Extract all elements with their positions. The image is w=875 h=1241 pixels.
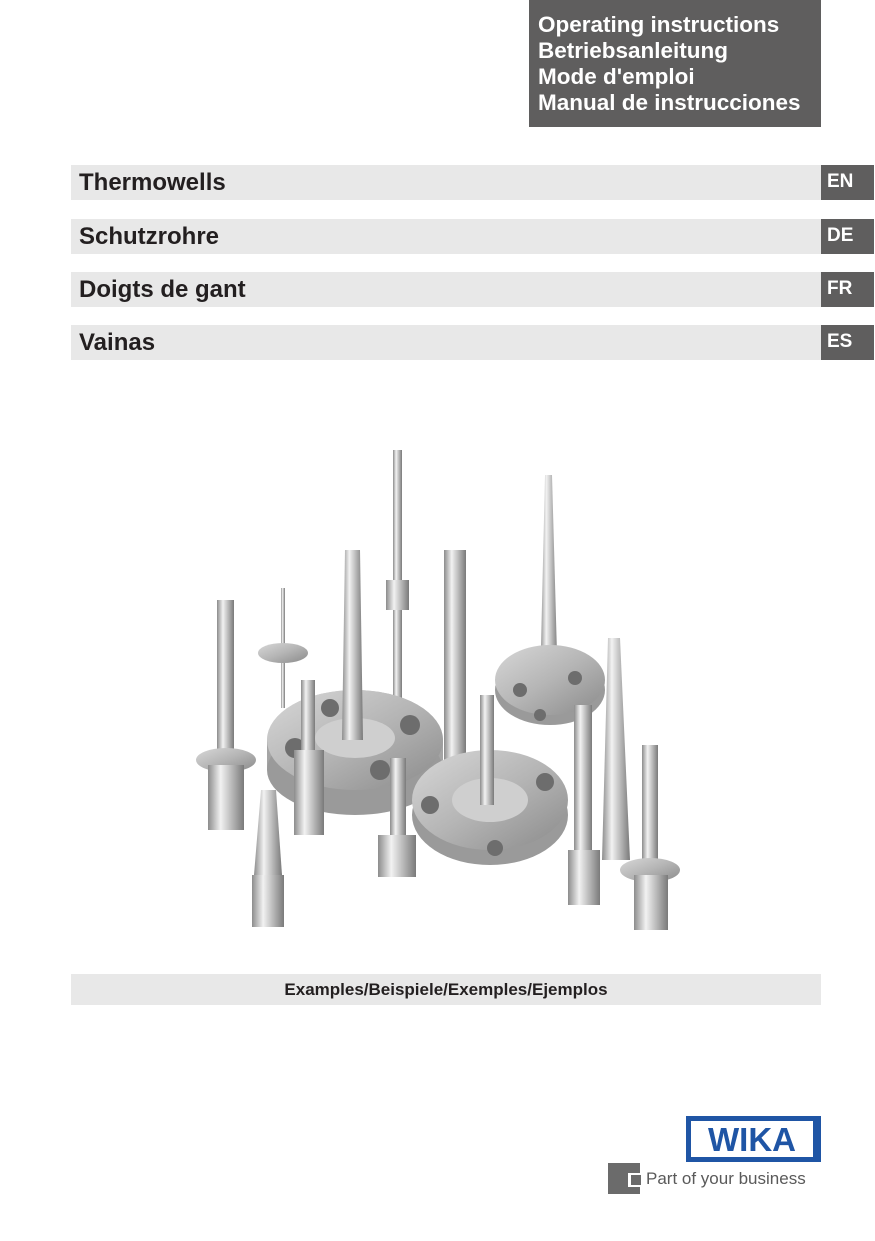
photo-caption-bar — [71, 974, 821, 1005]
thermowells-product-photo — [190, 440, 710, 940]
lang-code-en: EN — [827, 171, 854, 192]
lang-code-es: ES — [827, 331, 853, 352]
lang-badge-en — [821, 165, 874, 200]
doc-type-fr: Mode d'emploi — [538, 64, 695, 89]
title-bar-fr — [71, 272, 821, 307]
tagline — [608, 1163, 823, 1194]
wika-logo-text: WIKA — [708, 1121, 796, 1158]
lang-code-de: DE — [827, 225, 854, 246]
doc-type-en: Operating instructions — [538, 12, 780, 37]
title-fr: Doigts de gant — [79, 276, 246, 303]
lang-badge-fr — [821, 272, 874, 307]
photo-caption: Examples/Beispiele/Exemples/Ejemplos — [284, 980, 608, 999]
tagline-small-square-icon — [631, 1175, 641, 1185]
tagline-text: Part of your business — [646, 1169, 806, 1188]
doc-type-es: Manual de instrucciones — [538, 90, 801, 115]
title-bar-es — [71, 325, 821, 360]
doc-type-de: Betriebsanleitung — [538, 38, 729, 63]
document-type-box — [529, 0, 821, 127]
title-bar-en — [71, 165, 821, 200]
title-de: Schutzrohre — [79, 223, 220, 250]
title-bar-de — [71, 219, 821, 254]
title-en: Thermowells — [79, 169, 226, 196]
lang-badge-de — [821, 219, 874, 254]
lang-badge-es — [821, 325, 874, 360]
title-es: Vainas — [79, 329, 156, 356]
lang-code-fr: FR — [827, 278, 853, 299]
wika-logo — [686, 1116, 821, 1162]
